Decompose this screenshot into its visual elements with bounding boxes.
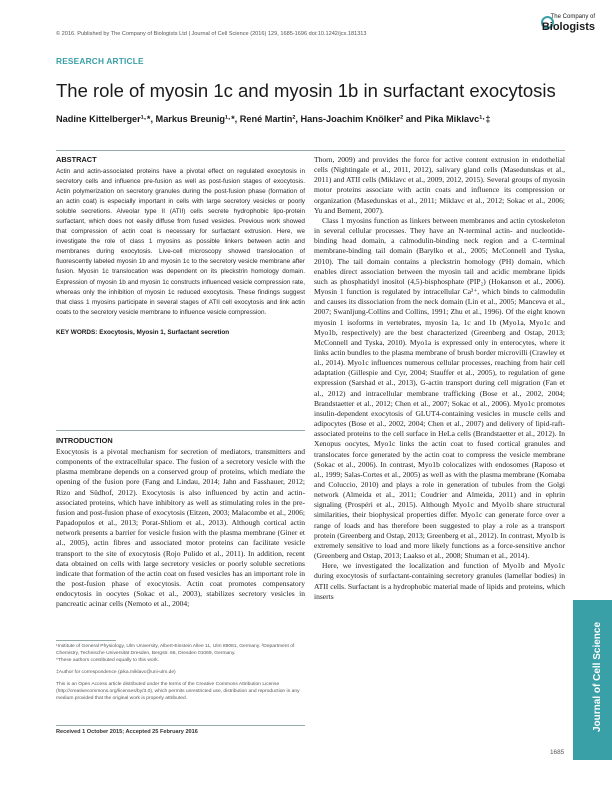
logo-text-top: The Company of (550, 14, 595, 20)
received-divider (56, 725, 305, 726)
introduction-text (56, 447, 305, 610)
footnote-divider (56, 640, 116, 641)
article-type-label: RESEARCH ARTICLE (56, 56, 144, 66)
body-column-right (314, 155, 565, 602)
abstract-section (56, 155, 305, 336)
keywords: KEY WORDS: Exocytosis, Myosin 1, Surfactant secretion (56, 328, 230, 336)
publisher-logo (543, 14, 599, 44)
abstract-heading: ABSTRACT (56, 155, 97, 164)
footnotes (56, 643, 305, 702)
body-paragraph: Class 1 myosins function as linkers between membranes and actin cytoskeleton in several cellular processes. They have an N-terminal actin- and nucleotide-binding head domain, a calmodulin-binding neck region and a C-terminal membrane-binding tail domain (Barylko et al., 2005; McConnell and Tyska, 2010). The tail domain contains a pleckstrin homology (PH) domain, which enables direct association between the myosin tail and acidic membrane lipids such as phosphatidyl inositol (4,5)-bisphosphate (PIP₂) (Hokanson et al., 2006). Myosin 1 function is regulated by intracellular Ca²⁺, which binds to calmodulin and causes its dissociation from the neck domain (Lin et al., 2005; Manceva et al., 2007; Swanljung-Collins and Collins, 1991; Zhu et al., 1996). Of the eight known myosin 1 isoforms in vertebrates, myosin 1a, 1c and 1b (Myo1a, Myo1c and Myo1b, respectively) are the best characterized (Greenberg and Ostap, 2013; McConnell and Tyska, 2010). Myo1a is expressed only in enterocytes, where it links actin bundles to the plasma membrane of brush border microvilli (Crawley et al., 2014). Myo1c influences numerous cellular processes, reaching from hair cell adaptation (Gillespie and Cyr, 2004; Stauffer et al., 2005), to regulation of gene expression (Sarshad et al., 2013), G-actin transport during cell migration (Fan et al., 2012) and intracellular membrane trafficking (Bose et al., 2002, 2004; Brandstaetter et al., 2012; Chen et al., 2007; Sokac et al., 2006). Myo1c promotes insulin-dependent exocytosis of GLUT4-containing vesicles in muscle cells and adipocytes (Bose et al., 2002, 2004; Chen et al., 2007) and delivery of lipid-raft-associated proteins to the cell surface in HeLa cells (Brandstaetter et al., 2012). In Xenopus oocytes, Myo1c links the actin coat to fused cortical granules and translocates force generated by the actin coat to compress the vesicle membrane (Sokac et al., 2006). In contrast, Myo1b colocalizes with endosomes (Raposo et al., 1999; Salas-Cortes et al., 2005) as well as with the plasma membrane (Komaba and Coluccio, 2010) and plays a role in generation of tubules from the Golgi network (Almeida et al., 2011; Coudrier and Almeida, 2011) and in ephrin signaling (Prospéri et al., 2015). Although Myo1c and Myo1b share structural similarities, their biophysical properties differ. Myo1c can generate force over a range of loads and has therefore been suggested to play a role as a transport protein (Greenberg and Ostap, 2013; Greenberg et al., 2012). In contrast, Myo1b is extremely sensitive to load and more likely functions as a force-sensitive anchor (Greenberg and Ostap, 2013; Laakso et al., 2008; Shuman et al., 2014). (314, 215, 565, 561)
equal-contribution-footnote: *These authors contributed equally to this work. (56, 658, 160, 663)
journal-side-label: Journal of Cell Science (592, 621, 603, 732)
received-accepted-dates: Received 1 October 2015; Accepted 25 February 2016 (56, 729, 198, 735)
journal-header-line: © 2016. Published by The Company of Biologists Ltd | Journal of Cell Science (2016) 129, 1685-1696 doi:10.1242/jcs.181313 (56, 31, 367, 37)
body-paragraph: Thorn, 2009) and provides the force for active content extrusion in endothelial cells (Nightingale et al., 2011, 2012), salivary gland cells (Masedunskas et al., 2011) and ATII cells (Miklavc et al., 2009, 2012, 2015). Several groups of myosin motor proteins associate with actin coats and influence its compression or organization (Masedunskas et al., 2011; Miklavc et al., 2012; Sokac et al., 2006; Yu and Bement, 2007). (314, 155, 565, 215)
license-footnote: This is an Open Access article distributed under the terms of the Creative Commons Attribution License (http://creativecommons.org/licenses/by/3.0), which permits unrestricted use, distribution and reproduction in any medium provided that the original work is properly attributed. (56, 682, 300, 701)
author-list: Nadine Kittelberger¹·*, Markus Breunig¹·*, René Martin², Hans-Joachim Knölker² and Pika Miklavc¹·‡ (56, 114, 491, 124)
article-title: The role of myosin 1c and myosin 1b in surfactant exocytosis (56, 80, 556, 101)
abstract-divider (56, 430, 305, 431)
abstract-text: Actin and actin-associated proteins have a pivotal effect on regulated exocytosis in secretory cells and influence pre-fusion as well as post-fusion stages of exocytosis. Actin polymerization on secretory granules during the post-fusion phase (formation of an actin coat) is especially important in cells with large secretory vesicles or poorly soluble secretions. Alveolar type II (ATII) cells secrete hydrophobic lipo-protein surfactant, which does not easily diffuse from fused vesicles. Previous work showed that compression of actin coat is necessary for surfactant extrusion. Here, we investigate the role of class 1 myosins as possible linkers between actin and membranes during exocytosis. Live-cell microscopy showed translocation of fluorescently labeled myosin 1b and myosin 1c to the secretory vesicle membrane after fusion. Myosin 1c translocation was dependent on its pleckstrin homology domain. Expression of myosin 1b and myosin 1c constructs influenced vesicle compression rate, whereas only the inhibition of myosin 1c reduced exocytosis. These findings suggest that class 1 myosins participate in several stages of ATII cell exocytosis and link actin coats to the secretory vesicle membrane to influence vesicle compression. (56, 168, 305, 316)
introduction-heading: INTRODUCTION (56, 436, 113, 445)
title-divider (56, 150, 565, 151)
intro-paragraph: Exocytosis is a pivotal mechanism for secretion of mediators, transmitters and components of the extracellular space. The fusion of a secretory vesicle with the plasma membrane depends on a conserved group of proteins, which mediate the opening of the fusion pore (Fang and Lindau, 2014; Jahn and Fasshauer, 2012; Rizo and Südhof, 2012). Exocytosis is also influenced by actin and actin-associated proteins, which have inhibitory as well as stimulating roles in the pre-fusion and post-fusion phase of exocytosis (Eitzen, 2003; Malacombe et al., 2006; Papadopulos et al., 2013; Porat-Shliom et al., 2013). Although cortical actin network presents a barrier for vesicle fusion with the plasma membrane (Giner et al., 2005), actin fibres and associated motor proteins can facilitate vesicle transport to the site of exocytosis (Rojo Pulido et al., 2011). In addition, recent data obtained on cells with large secretory vesicles or poorly soluble secretions indicate that formation of the actin coat on fused vesicles has an important role in the post-fusion phase of exocytosis. Actin coat promotes compensatory endocytosis in oocytes (Sokac et al., 2003), stabilizes secretory vesicles in pancreatic acinar cells (Nemoto et al., 2004; (56, 447, 305, 609)
introduction-section (56, 436, 305, 610)
logo-text-bottom: Biologists (541, 21, 595, 33)
body-paragraph: Here, we investigated the localization and function of Myo1b and Myo1c during exocytosis of surfactant-containing secretory granules (lamellar bodies) in ATII cells. Surfactant is a hydrophobic material made of lipids and proteins, which inserts (314, 561, 565, 601)
affiliations-footnote: ¹Institute of General Physiology, Ulm University, Albert-Einstein Allee 11, Ulm 89081, Germany. ²Department of Chemistry, Technische Universität Dresden, Bergstr. 66, Dresden 01069, Germany. (56, 644, 295, 656)
correspondence-footnote: ‡Author for correspondence (pika.miklavc@uni-ulm.de) (56, 670, 176, 675)
page-number: 1685 (550, 749, 565, 756)
